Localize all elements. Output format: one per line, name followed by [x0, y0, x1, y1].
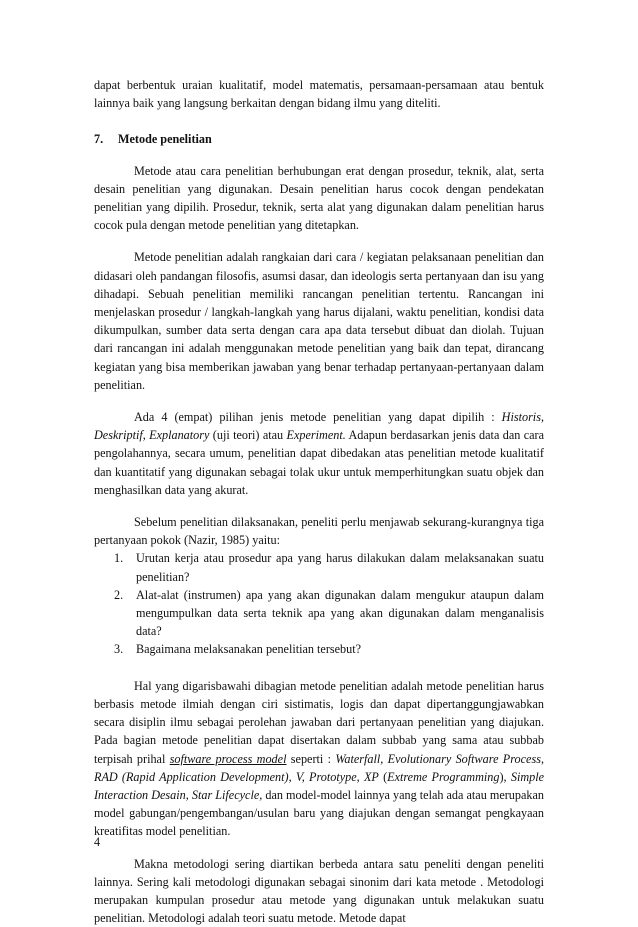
separator: , — [540, 751, 544, 766]
page-content — [94, 76, 544, 927]
list-item-text: Urutan kerja atau prosedur apa yang harus dilakukan dalam melaksanakan suatu penelitian? — [136, 551, 544, 584]
intro-paragraph: dapat berbentuk uraian kualitatif, model matematis, persamaan-persamaan atau bentuk lainnya baik yang langsung berkaitan dengan bidang ilmu yang diteliti. — [94, 78, 544, 111]
page-number: 4 — [94, 835, 101, 849]
paragraph-2: Metode penelitian adalah rangkaian dari cara / kegiatan pelaksanaan penelitian dan didasari oleh pandangan filosofis, asumsi dasar, dan ideologis serta pertanyaan dan isu yang dihadapi. Sebuah penelitian memiliki rancangan penelitian tertentu. Rancangan ini menjelaskan prosedur / langkah-langkah yang harus dijalani, waktu penelitian, kondisi data dikumpulkan, sumber data serta dengan cara apa data tersebut dibuat dan diolah. Tujuan dari rancangan ini adalah menggunakan metode penelitian yang baik dan tepat, dirancang kegiatan yang bisa memberikan jawaban yang benar terhadap pertanyaan-pertanyaan dalam penelitian. — [94, 250, 544, 392]
separator: , — [356, 769, 364, 784]
paragraph-3 — [94, 408, 544, 499]
list-marker: 3. — [114, 642, 124, 657]
separator: , — [185, 787, 192, 802]
paragraph-3-text-a: Ada 4 (empat) pilihan jenis metode penelitian yang dapat dipilih : — [134, 410, 502, 425]
paragraph-5 — [94, 677, 544, 841]
list-marker: 1. — [114, 551, 124, 566]
section-title: Metode penelitian — [118, 132, 212, 147]
list-item-text: Alat-alat (instrumen) apa yang akan digunakan dalam mengukur ataupun dalam mengumpulkan data serta teknik apa yang akan digunakan dalam menganalisis data? — [136, 587, 544, 639]
paragraph-6: Makna metodologi sering diartikan berbeda antara satu peneliti dengan peneliti lainnya. Sering kali metodologi digunakan sebagai sinonim dari kata metode . Metodologi merupakan kumpulan prosedur atau metode yang digunakan untuk melakukan suatu penelitian. Metodologi adalah teori suatu metode. Metode dapat — [94, 856, 544, 926]
model-waterfall-esp: Waterfall, Evolutionary Software Process — [335, 751, 541, 766]
paragraph-5-text-o: dan model-model lainnya yang telah ada atau merupakan model gabungan/pengembangan/usulan baru yang diajukan dengan semangat pengkayaan kreatifitas model penelitian. — [94, 787, 545, 839]
model-simple-interaction: Simple Interaction Desain — [94, 769, 545, 802]
paragraph-3-text-e: Adapun berdasarkan jenis data dan cara pengolahannya, secara umum, penelitian dapat dibedakan atas penelitian metode kualitatif dan kuantitatif yang digunakan sebagai tolak ukur untuk memperhitungkan suatu objek dan menghasilkan data yang akurat. — [94, 428, 544, 497]
list-item — [94, 640, 544, 658]
list-item — [94, 586, 544, 641]
section-heading — [94, 130, 544, 148]
paragraph-3-text-c: (uji teori) atau — [209, 428, 287, 443]
model-star-lifecycle: Star Lifecycle, — [191, 787, 263, 802]
list-item-text: Bagaimana melaksanakan penelitian tersebut? — [136, 642, 362, 657]
questions-list — [94, 549, 544, 658]
paragraph-5-text-a: Hal yang digarisbawahi dibagian metode penelitian adalah metode penelitian harus berbasis metode ilmiah dengan ciri sistimatis, logis dan dapat dipertanggungjawabkan secara disiplin ilmu sebagai perolehan jawaban dari pertanyaan penelitian yang diajukan. Pada bagian metode penelitian dapat disertakan dalam subbab yang sama atau subbab terpisah prihal — [94, 678, 544, 766]
list-item — [94, 549, 544, 585]
model-xp: XP — [363, 769, 379, 784]
paragraph-3-experiment: Experiment. — [286, 428, 346, 443]
separator: ( — [378, 769, 388, 784]
paragraph-4: Sebelum penelitian dilaksanakan, peneliti perlu menjawab sekurang-kurangnya tiga pertanyaan pokok (Nazir, 1985) yaitu: — [94, 515, 544, 548]
separator: ), — [499, 769, 511, 784]
paragraph-3-method-types: Historis, Deskriptif, Explanatory — [94, 410, 544, 443]
model-rad-v-prototype: RAD (Rapid Application Development), V, Prototype — [94, 769, 357, 784]
list-marker: 2. — [114, 587, 124, 602]
software-process-model-term: software process model — [169, 751, 287, 766]
paragraph-1: Metode atau cara penelitian berhubungan erat dengan prosedur, teknik, alat, serta desain penelitian yang digunakan. Desain penelitian harus cocok dengan pendekatan penelitian yang dipilih. Prosedur, teknik, serta alat yang digunakan dalam penelitian harus cocok pula dengan metode penelitian yang ditetapkan. — [94, 163, 544, 233]
section-number: 7. — [94, 132, 104, 147]
paragraph-5-text-c: seperti : — [286, 751, 336, 766]
model-extreme-programming: Extreme Programming — [387, 769, 500, 784]
